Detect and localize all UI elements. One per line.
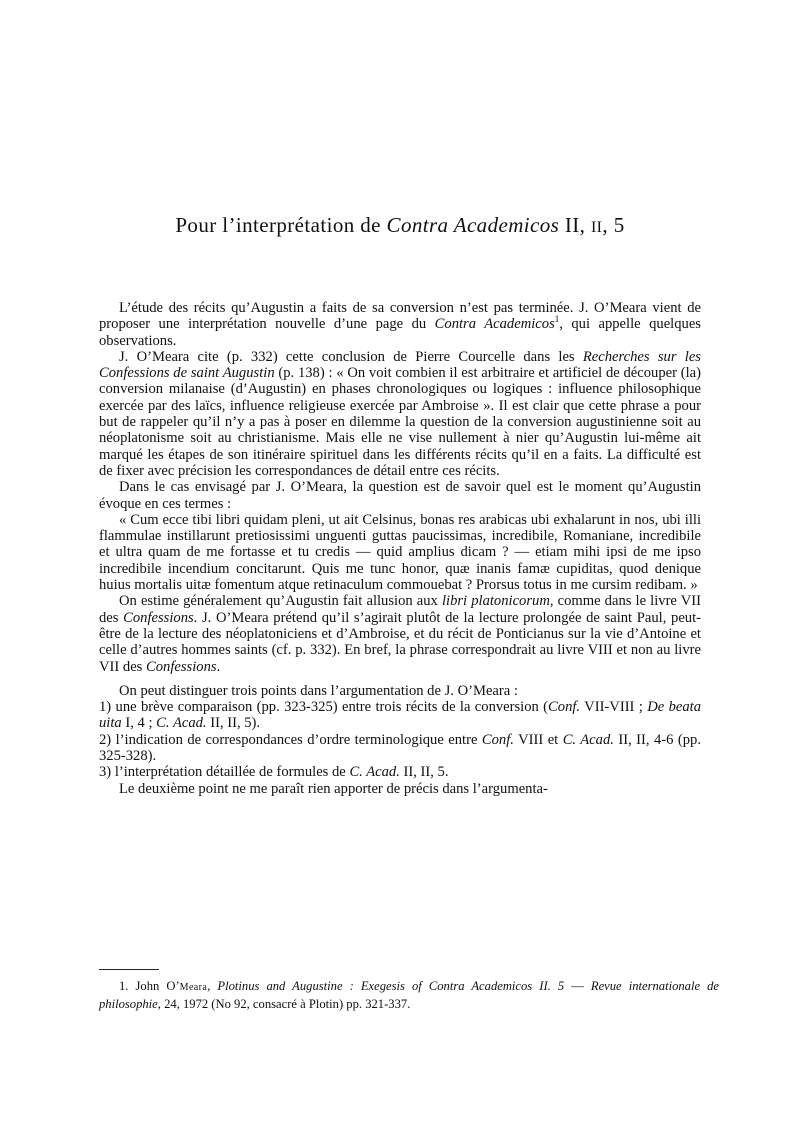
para4-libri: libri platonicorum <box>441 593 550 610</box>
item3-text-b: II, II, 5. <box>399 764 449 781</box>
footnote-author-first: John O’ <box>135 979 180 993</box>
footnote-author-last: Meara <box>179 982 208 993</box>
paragraph-4 <box>99 593 701 674</box>
footnote-marker: 1 <box>554 314 560 325</box>
argument-list <box>99 699 701 780</box>
footnote-rest: , 24, 1972 (No 92, consacré à Plotin) pp. 321-337. <box>157 997 411 1011</box>
footnote-work: Plotinus and Augustine : Exegesis of Contra Academicos II. 5 <box>217 979 565 993</box>
item3-text-a: l’interprétation détaillée de formules de <box>114 764 350 781</box>
footnote-dash: — <box>564 979 591 993</box>
article-title <box>0 213 800 238</box>
para4-text-a: On estime généralement qu’Augustin fait allusion aux <box>119 593 442 610</box>
paragraph-1 <box>99 300 701 349</box>
list-num-3: 3) <box>99 764 115 781</box>
title-work: Contra Academicos <box>386 213 560 237</box>
paragraph-3: Dans le cas envisagé par J. O’Meara, la question est de savoir quel est le moment qu’Augustin évoque en ces termes : <box>99 479 701 512</box>
footnote <box>99 978 719 1013</box>
footnote-sep: , <box>207 979 218 993</box>
list-num-1: 1) <box>99 699 116 716</box>
title-roman-small: II <box>590 219 603 236</box>
title-prefix: Pour l’interprétation de <box>175 213 387 237</box>
item2-conf: Conf. <box>481 731 514 748</box>
item1-text-b: VII-VIII ; <box>580 699 648 716</box>
item1-beata: De beata uita <box>99 699 701 732</box>
item2-text-b: VIII et <box>513 731 563 748</box>
footnote-line <box>99 978 719 1013</box>
list-item-2 <box>99 732 701 765</box>
item1-text-d: II, II, 5). <box>206 715 261 732</box>
item2-acad: C. Acad. <box>562 731 614 748</box>
para2-work: Recherches sur les Confessions de saint Augustin <box>99 348 701 382</box>
footnote-divider <box>99 969 159 970</box>
para2-text-a: J. O’Meara cite (p. 332) cette conclusion de Pierre Courcelle dans les <box>119 348 583 365</box>
para1-text-b: , qui appelle quelques observations. <box>99 316 701 349</box>
item2-text-c: II, II, 4-6 (pp. 325-328). <box>99 731 702 765</box>
para1-work: Contra Academicos <box>434 316 555 333</box>
item1-conf: Conf. <box>548 699 581 716</box>
block-quote: « Cum ecce tibi libri quidam pleni, ut ait Celsinus, bonas res arabicas ubi exhalarunt in nos, ubi illi flammulae instillarunt pretiosissimi unguenti guttas paucissimas, incredibile, Romaniane, incredibile et ultra quam de me fortasse et tu credis — quid amplius dicam ? — etiam mihi ipsi de me ipso incredibile incendium concitarunt. Quis me tunc honor, quæ inanis famæ cupiditas, quod denique huius mortalis uitæ fomentum atque retinaculum commouebat ? Prorsus totus in me cursim redibam. » <box>99 511 701 594</box>
item1-text-c: I, 4 ; <box>121 715 157 732</box>
item1-acad: C. Acad. <box>156 715 207 732</box>
title-section: 5 <box>613 213 625 237</box>
title-comma: , <box>602 213 614 237</box>
item2-text-a: l’indication de correspondances d’ordre terminologique entre <box>115 731 482 748</box>
paragraph-6: Le deuxième point ne me paraît rien apporter de précis dans l’argumenta- <box>119 780 548 797</box>
footnote-revue: Revue internationale de philosophie <box>99 979 720 1011</box>
item3-acad: C. Acad. <box>349 764 400 781</box>
list-num-2: 2) <box>99 731 116 748</box>
para1-text-a: L’étude des récits qu’Augustin a faits de sa conversion n’est pas terminée. J. O’Meara vient de proposer une interprétation nouvelle d’une page du <box>99 300 701 333</box>
para4-text-b: , comme dans le livre VII des <box>99 593 702 626</box>
footnote-number: 1. <box>119 979 136 993</box>
para2-text-b: (p. 138) : « On voit combien il est arbitraire et artificiel de découper (la) conversion milanaise (d’Augustin) en phases chronologiques ou logiques : influence philosophique exercée par des laïcs, influence religieuse exercée par Ambroise ». Il est clair que cette phrase a pour but de rappeler qu’il n’y a pas à poser en dilemme la question de la conversion augustinienne soit au néoplatonisme soit au christianisme. Mais elle ne vise nullement à nier qu’Augustin lui-même ait marqué les étapes de son itinéraire spirituel dans les différents récits qu’il en a faits. La difficulté est de fixer avec précision les correspondances de détail entre ces récits. <box>99 365 701 479</box>
article-body <box>99 300 701 797</box>
paragraph-2 <box>99 349 701 479</box>
list-item-1 <box>99 699 701 732</box>
list-item-3 <box>99 764 701 780</box>
item1-text-a: une brève comparaison (pp. 323-325) entre trois récits de la conversion ( <box>115 699 549 716</box>
para4-conf2: Confessions <box>146 658 217 675</box>
paragraph-5: On peut distinguer trois points dans l’argumentation de J. O’Meara : <box>119 682 518 699</box>
title-roman: II, <box>564 213 591 237</box>
para4-text-d: . <box>216 658 221 675</box>
para4-text-c: . J. O’Meara prétend qu’il s’agirait plutôt de la lecture prolongée de saint Paul, peut-être de la lecture des néoplatoniciens et d’Ambroise, et du récit de Ponticianus sur la vie d’Antoine et celle d’autres hommes saints (cf. p. 332). En bref, la phrase correspondrait au livre VIII et non au livre VII des <box>99 609 702 675</box>
para4-conf1: Confessions <box>123 609 194 626</box>
